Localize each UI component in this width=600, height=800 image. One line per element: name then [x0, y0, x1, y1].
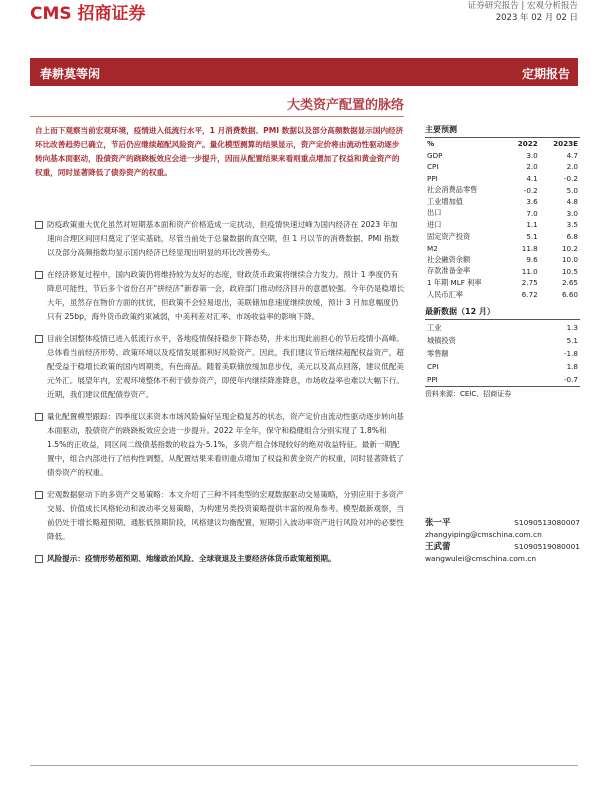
table-row	[425, 321, 580, 334]
analyst-id: S1090519080001	[514, 542, 580, 551]
risk-warning	[35, 552, 405, 566]
table-row	[425, 231, 580, 243]
analyst-email[interactable]: wangwulei@cmschina.com.cn	[425, 554, 537, 563]
risk-text: 风险提示：疫情形势超预期、地缘政治风险、全球衰退及主要经济体货币政策超预期。	[47, 554, 336, 563]
summary-paragraph: 自上而下观察当前宏观环境，疫情进入低流行水平，1 月消费数据、PMI 数据以及部分高频数据显示国内经济环比改善趋势已确立，节后仍应继续超配风险资产。量化模型测算的结果显示，资产定价将由流动性驱动逐步转向基本面驱动，股债资产的跷跷板效应会进一步提升，因而从配置结果来看则重点增加了权益和黄金资产的权重，同时显著降低了债券资产的权重。	[35, 126, 404, 177]
banner-series-title: 春耕莫等闲	[40, 67, 101, 81]
table-row	[425, 254, 580, 266]
bullet-box-icon	[35, 491, 43, 499]
company-logo	[30, 0, 146, 22]
data-source: 资料来源：CEIC、招商证券	[425, 390, 512, 399]
banner-category: 定期报告	[521, 67, 570, 81]
table-row	[425, 242, 580, 254]
main-body	[35, 218, 405, 574]
bullet-text: 在经济修复过程中，国内政策仍将维持较为友好的态度，财政货币政策将继续合力发力。预计 1 季度仍有降息可能性，节后多个省份召开“拼经济”新春第一会，政府部门推动经济回升的意愿较强。今年仍是稳增长大年，虽然存在物价方面的扰忧，但政策不会轻易退出，美联储加息速度继续放缓，预计 3 月加息幅度仍只有 25bp，海外货币政策约束减弱，中美利差对汇率、市场收益率的影响下降。	[47, 270, 405, 321]
bullet-item	[35, 332, 405, 402]
cell: -0.2	[563, 174, 578, 184]
bullet-text: 量化配置模型跟踪：四季度以来资本市场风险偏好呈现企稳复苏的状态，资产定价由流动性驱动逐步转向基本面驱动，股债资产的跷跷板效应会进一步提升。2022 年全年，保守和稳健组合分别实现了 1.8%和 1.5%的正收益，同区间二级债基指数的收益为-5.1%，多资产组合体现较好的绝对收益特征。最新一期配置中，组合内部进行了结构性调整，从配置结果来看则重点增加了权益和黄金资产的权重，同时显著降低了债券资产的权重。	[47, 412, 404, 477]
cell: 10.5	[561, 266, 578, 276]
forecast-heading: 主要预测	[425, 125, 457, 134]
cell: 9.6	[526, 255, 538, 265]
bullet-item	[35, 268, 405, 324]
latest-bottom-rule	[425, 386, 580, 387]
forecast-header-row	[425, 138, 580, 150]
cell: CPI	[427, 362, 439, 372]
footer-divider	[30, 765, 578, 766]
cell: 零售额	[427, 348, 449, 358]
table-row	[425, 184, 580, 196]
cell: 3.0	[526, 150, 538, 160]
sidebar	[425, 124, 580, 399]
cell: 出口	[427, 208, 442, 218]
latest-table	[425, 321, 580, 386]
cell: M2	[427, 243, 438, 253]
cell: 城镇投资	[427, 335, 456, 345]
analyst-row	[425, 517, 580, 529]
bullet-box-icon	[35, 221, 43, 229]
table-row	[425, 360, 580, 373]
cell: PPI	[427, 174, 438, 184]
cell: -0.2	[523, 185, 538, 195]
cell: 工业增加值	[427, 196, 463, 206]
cell: 3.5	[566, 220, 578, 230]
cell: 1.3	[566, 323, 578, 333]
cell: GDP	[427, 150, 443, 160]
cell: 6.8	[566, 232, 578, 242]
cell: 进口	[427, 219, 442, 229]
cell: 1 年期 MLF 利率	[427, 277, 482, 287]
forecast-col-header: %	[427, 139, 435, 149]
cell: 固定资产投资	[427, 231, 471, 241]
cell: 10.2	[561, 243, 578, 253]
table-row	[425, 373, 580, 386]
bullet-box-icon	[35, 555, 43, 563]
table-row	[425, 347, 580, 360]
cell: -0.7	[563, 375, 578, 385]
cell: 5.1	[566, 336, 578, 346]
cell: 2.75	[521, 278, 538, 288]
bullet-text: 目前全国整体疫情已进入低流行水平，各地疫情保持稳步下降态势，并未出现此前担心的节后疫情小高峰。总体看当前经济形势、政策环境以及疫情发展都利好风险资产。因此，我们建议节后继续超配权益资产，超配受益于稳增长政策的国内周期类，有色商品。随着美联储放缓加息步伐，美元以及高点回落，建议低配美元外汇。展望年内，宏观环境整体不利于债券资产，即使年内继续降准降息，市场收益率也难以大幅下行。近期，我们建议低配债券资产。	[47, 334, 404, 399]
analyst-email[interactable]: zhangyiping@cmschina.com.cn	[425, 530, 542, 539]
report-date: 2023 年 02 月 02 日	[495, 13, 578, 23]
report-banner	[30, 58, 578, 86]
latest-rule	[425, 319, 580, 320]
cell: 6.60	[561, 290, 578, 300]
cell: 11.0	[521, 266, 538, 276]
bullet-text: 防疫政策重大优化虽然对短期基本面和资产价格造成一定扰动，但疫情快速过峰为国内经济在 2023 年加速向合理区间回归奠定了坚实基础，尽管当前处于总量数据的真空期，但 1 月以节的消费数据、PMI 指数以及部分高频指数均显示国内经济已经显现出明显的环比改善势头。	[47, 220, 399, 257]
title-divider	[30, 116, 404, 117]
cell: 6.72	[521, 290, 538, 300]
table-row	[425, 277, 580, 289]
cell: 1.1	[526, 220, 538, 230]
latest-heading: 最新数据（12 月）	[425, 307, 495, 317]
cell: 社会消费品零售	[427, 185, 478, 195]
bullet-text: 宏观数据驱动下的多资产交易策略：本文介绍了三种不同类型的宏观数据驱动交易策略，分别应用于多资产交易、价值成长风格轮动和波动率交易策略，为构建另类投资策略提供丰富的视角参考。模型最新观察，当前仍处于增长略超预期、通胀低预期阶段，风格建议均衡配置，短期引入波动率资产进行风险对冲的必要性降低。	[47, 490, 404, 541]
bullet-box-icon	[35, 271, 43, 279]
table-row	[425, 196, 580, 208]
report-header-info	[468, 0, 578, 24]
bullet-item	[35, 488, 405, 544]
cell: 1.8	[566, 362, 578, 372]
analyst-id: S1090513080007	[514, 518, 580, 527]
cell: 2.65	[561, 278, 578, 288]
cell: 社会融资余额	[427, 254, 471, 264]
bullet-item	[35, 410, 405, 480]
cell: 4.1	[526, 174, 538, 184]
bullet-item	[35, 218, 405, 260]
cell: 5.1	[526, 232, 538, 242]
table-row	[425, 289, 580, 301]
cell: 10.0	[561, 255, 578, 265]
analyst-block	[425, 517, 580, 565]
forecast-col-header: 2023E	[553, 139, 578, 149]
table-row	[425, 334, 580, 347]
logo-cms-text: CMS 招商证券	[30, 3, 146, 24]
forecast-col-header: 2022	[517, 139, 538, 149]
cell: 存款准备金率	[427, 266, 471, 276]
cell: 2.0	[526, 162, 538, 172]
cell: 4.7	[566, 150, 578, 160]
analyst-row	[425, 541, 580, 553]
analyst-name: 张一平	[425, 518, 451, 528]
cell: 2.0	[566, 162, 578, 172]
cell: 7.0	[526, 208, 538, 218]
bullet-box-icon	[35, 335, 43, 343]
cell: 5.0	[566, 185, 578, 195]
cell: 3.6	[526, 197, 538, 207]
report-title: 大类资产配置的脉络	[286, 98, 404, 113]
cell: 3.0	[566, 208, 578, 218]
bullet-box-icon	[35, 413, 43, 421]
cell: 4.8	[566, 197, 578, 207]
table-row	[425, 219, 580, 231]
table-row	[425, 161, 580, 173]
analyst-name: 王武蕾	[425, 542, 451, 552]
cell: 工业	[427, 322, 442, 332]
table-row	[425, 208, 580, 220]
report-type-line: 证券研究报告 | 宏观分析报告	[467, 1, 578, 11]
table-row	[425, 150, 580, 162]
table-row	[425, 173, 580, 185]
cell: 11.8	[521, 243, 538, 253]
cell: -1.8	[563, 349, 578, 359]
cell: CPI	[427, 162, 439, 172]
forecast-table	[425, 138, 580, 300]
cell: 人民币汇率	[427, 289, 463, 299]
table-row	[425, 266, 580, 278]
cell: PPI	[427, 375, 438, 385]
